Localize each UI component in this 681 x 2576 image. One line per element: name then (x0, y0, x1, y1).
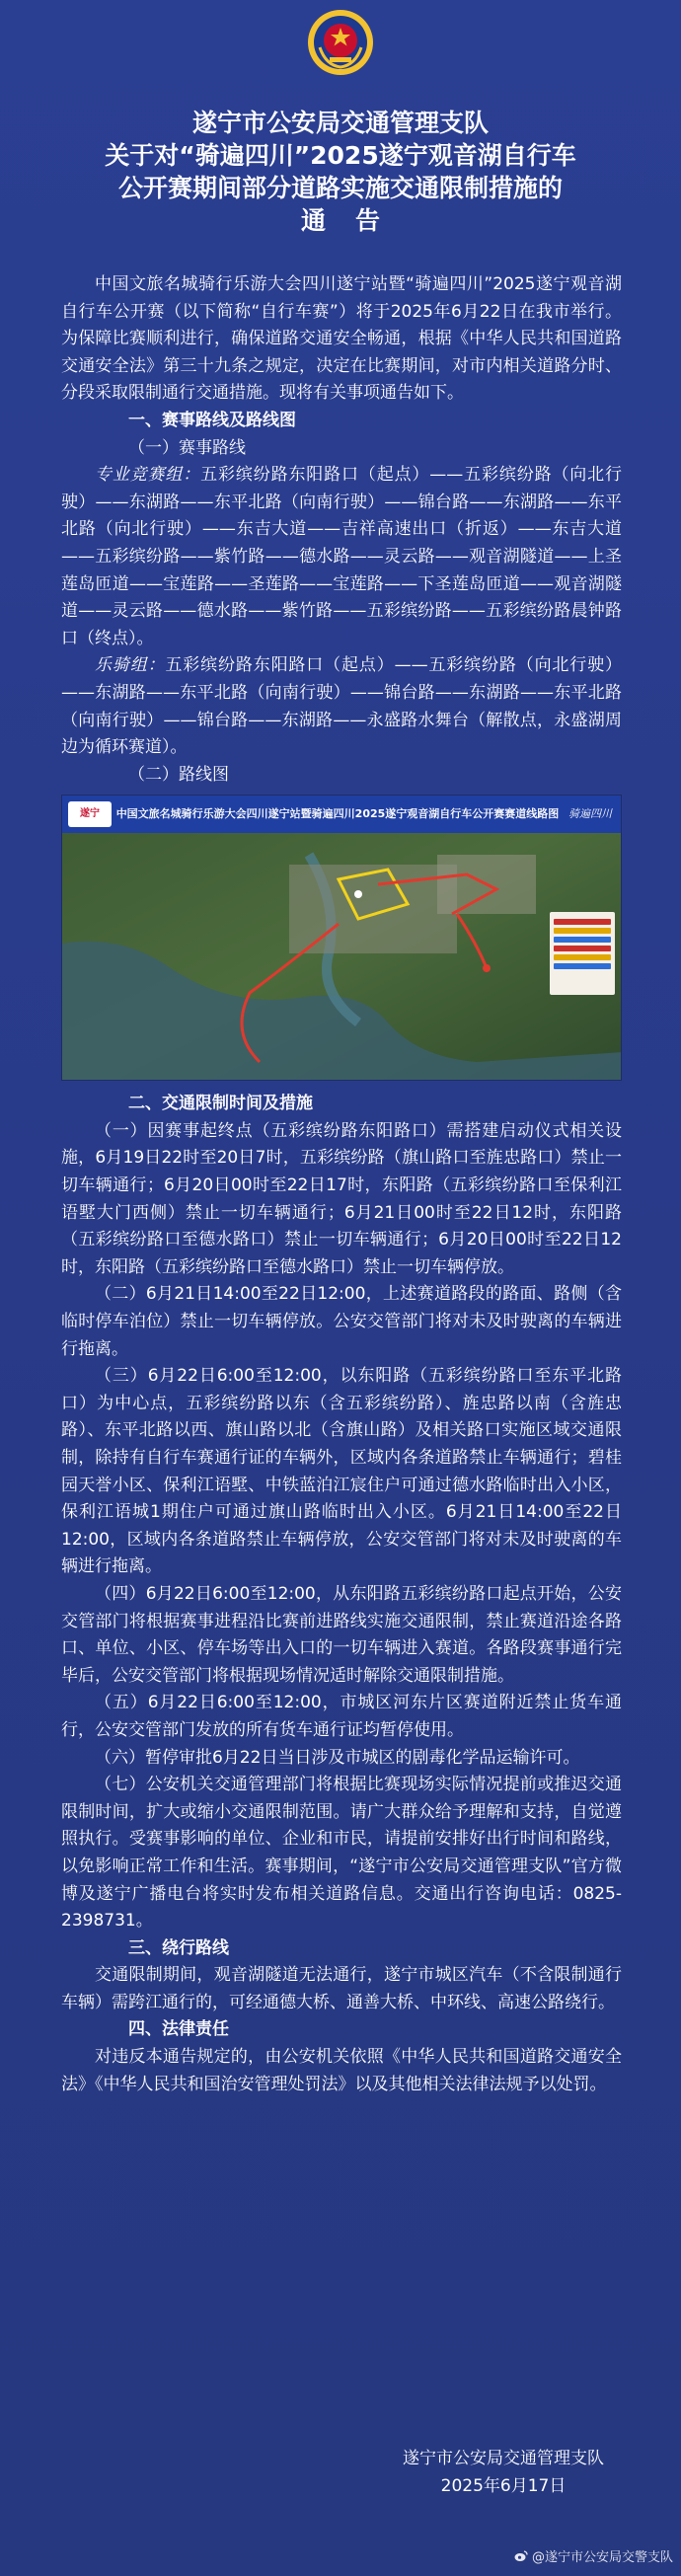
section-4-heading: 四、法律责任 (128, 2019, 229, 2040)
section-2-p2: （二）6月21日14:00至22日12:00，上述赛道路段的路面、路侧（含临时停车泊位）禁止一切车辆停放。公安交管部门将对未及时驶离的车辆进行拖离。 (61, 1284, 622, 1359)
pro-route-paragraph (61, 462, 622, 652)
legend-swatch-blue-2 (554, 963, 611, 969)
legend-swatch-yellow-2 (554, 954, 611, 960)
section-2-p1: （一）因赛事起终点（五彩缤纷路东阳路口）需搭建启动仪式相关设施，6月19日22时至20日7时，五彩缤纷路（旗山路口至旌忠路口）禁止一切车辆通行；6月20日00时至22日17时，东阳路（五彩缤纷路口至保利江语墅大门西侧）禁止一切车辆通行；6月21日00时至22日12时，东阳路（五彩缤纷路口至德水路口）禁止一切车辆通行；6月20日00时至22日12时，东阳路（五彩缤纷路口至德水路口）禁止一切车辆停放。 (61, 1120, 622, 1277)
legend-swatch-red-2 (554, 946, 611, 951)
fun-route-paragraph (61, 652, 622, 761)
weibo-watermark-text: @遂宁市公安局交警支队 (531, 2550, 673, 2565)
route-map-satellite (62, 796, 622, 1081)
route-map-logo: 遂宁 (68, 801, 112, 827)
fun-route-label: 乐骑组： (95, 655, 166, 676)
weibo-icon (514, 2550, 528, 2562)
section-2-p3: （三）6月22日6:00至12:00，以东阳路（五彩缤纷路口至东平北路口）为中心点，五彩缤纷路以东（含五彩缤纷路）、旌忠路以南（含旌忠路）、东平北路以西、旗山路以北（含旗山路）及相关路口实施区域交通限制，除持有自行车赛通行证的车辆外，区域内各条道路禁止车辆通行；碧桂园天誉小区、保利江语墅、中铁蓝泊江宸住户可通过德水路临时出入小区，保利江语城1期住户可通过旗山路临时出入小区。6月21日14:00至22日12:00，区域内各条道路禁止车辆停放，公安交管部门将对未及时驶离的车辆进行拖离。 (61, 1366, 622, 1577)
section-4-p1: 对违反本通告规定的，由公安机关依照《中华人民共和国道路交通安全法》《中华人民共和国治安管理处罚法》以及其他相关法律法规予以处罚。 (61, 2047, 622, 2094)
route-map-title: 中国文旅名城骑行乐游大会四川遂宁站暨骑遍四川2025遂宁观音湖自行车公开赛赛道线路图 (115, 807, 560, 821)
legend-swatch-yellow (554, 928, 611, 934)
section-2-p6: （六）暂停审批6月22日当日涉及市城区的剧毒化学品运输许可。 (95, 1747, 580, 1768)
section-2-p4: （四）6月22日6:00至12:00，从东阳路五彩缤纷路口起点开始，公安交管部门将根据赛事进程沿比赛前进路线实施交通限制，禁止赛道沿途各路口、单位、小区、停车场等出入口的一切车辆进入赛道。各路段赛事通行完毕后，公安交管部门将根据现场情况适时解除交通限制措施。 (61, 1583, 622, 1686)
police-emblem-icon (306, 8, 375, 77)
intro-paragraph: 中国文旅名城骑行乐游大会四川遂宁站暨“骑遍四川”2025遂宁观音湖自行车公开赛（以下简称“自行车赛”）将于2025年6月22日在我市举行。为保障比赛顺利进行，确保道路交通安全畅通，根据《中华人民共和国道路交通安全法》第三十九条之规定，决定在比赛期间，对市内相关道路分时、分段采取限制通行交通措施。现将有关事项通告如下。 (61, 274, 622, 404)
pro-route-text: 五彩缤纷路东阳路口（起点）——五彩缤纷路（向北行驶）——东湖路——东平北路（向南行驶）——锦台路——东湖路——东平北路（向北行驶）——东吉大道——吉祥高速出口（折返）——东吉大道——五彩缤纷路——紫竹路——德水路——灵云路——观音湖隧道——上圣莲岛匝道——宝莲路——圣莲路——宝莲路——下圣莲岛匝道——观音湖隧道——灵云路——德水路——紫竹路——五彩缤纷路——五彩缤纷路晨钟路口（终点）。 (61, 465, 623, 648)
section-2-p5: （五）6月22日6:00至12:00，市城区河东片区赛道附近禁止货车通行，公安交管部门发放的所有货车通行证均暂停使用。 (61, 1693, 622, 1740)
section-1-heading: 一、赛事路线及路线图 (128, 410, 296, 430)
title-line-3: 公开赛期间部分道路实施交通限制措施的 (117, 174, 563, 202)
section-3-heading: 三、绕行路线 (128, 1937, 229, 1958)
weibo-watermark (514, 2546, 673, 2565)
notice-body (61, 271, 622, 2098)
section-2-heading: 二、交通限制时间及措施 (128, 1094, 313, 1114)
title-line-2: 关于对“骑遍四川”2025遂宁观音湖自行车 (105, 141, 576, 170)
signature-date: 2025年6月17日 (440, 2476, 567, 2496)
title-line-4: 通告 (300, 206, 410, 235)
fun-route-text: 五彩缤纷路东阳路口（起点）——五彩缤纷路（向北行驶）——东湖路——东平北路（向南行驶）——锦台路——东湖路——东平北路（向南行驶）——锦台路——东湖路——永盛路水舞台（解散点，永盛湖周边为循环赛道）。 (61, 655, 623, 758)
legend-swatch-red (554, 919, 611, 925)
notice-title (20, 107, 661, 237)
title-line-1: 遂宁市公安局交通管理支队 (191, 109, 489, 137)
route-map-header (62, 796, 622, 833)
route-map-image (61, 795, 622, 1081)
section-2-p7: （七）公安机关交通管理部门将根据比赛现场实际情况提前或推迟交通限制时间，扩大或缩小交通限制范围。请广大群众给予理解和支持，自觉遵照执行。受赛事影响的单位、企业和市民，请提前安排好出行时间和路线，以免影响正常工作和生活。赛事期间，“遂宁市公安局交通管理支队”官方微博及遂宁广播电台将实时发布相关道路信息。交通出行咨询电话：0825-2398731。 (61, 1775, 622, 1932)
section-1-sub-2: （二）路线图 (128, 764, 229, 785)
legend-swatch-blue (554, 937, 611, 943)
section-3-p1: 交通限制期间，观音湖隧道无法通行，遂宁市城区汽车（不含限制通行车辆）需跨江通行的，可经通德大桥、通善大桥、中环线、高速公路绕行。 (61, 1965, 622, 2012)
route-map-brand: 骑遍四川 (568, 807, 612, 821)
section-1-sub-1: （一）赛事路线 (128, 437, 246, 458)
pro-route-label: 专业竞赛组： (95, 465, 201, 486)
route-map-legend (550, 912, 615, 995)
signature-org: 遂宁市公安局交通管理支队 (403, 2449, 604, 2468)
